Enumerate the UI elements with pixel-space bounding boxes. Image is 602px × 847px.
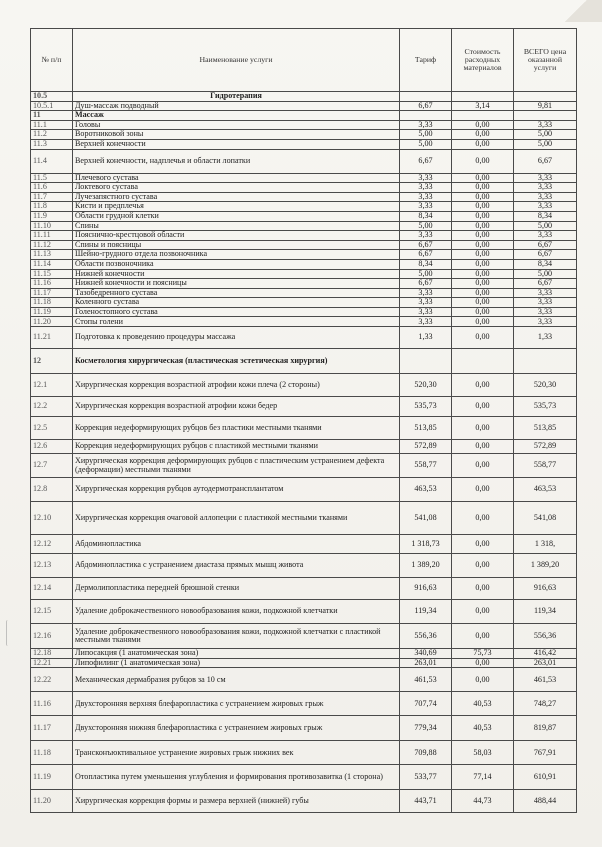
row-num: 11.18 (31, 298, 73, 308)
row-tariff: 779,34 (400, 716, 452, 741)
row-num: 11.18 (31, 741, 73, 765)
row-num: 12.2 (31, 397, 73, 417)
row-tariff (400, 349, 452, 374)
table-row (31, 192, 577, 202)
table-row (31, 790, 577, 813)
row-total: 610,91 (514, 765, 577, 790)
row-total: 513,85 (514, 417, 577, 440)
row-name: Дермолипопластика передней брюшной стенки (73, 578, 400, 600)
row-tariff: 463,53 (400, 478, 452, 502)
row-total: 1 318, (514, 535, 577, 554)
row-num: 12.22 (31, 668, 73, 692)
row-num: 11.1 (31, 120, 73, 130)
row-tariff: 6,67 (400, 240, 452, 250)
row-tariff: 535,73 (400, 397, 452, 417)
row-materials: 0,00 (452, 554, 514, 578)
row-total: 263,01 (514, 658, 577, 668)
row-materials: 0,00 (452, 624, 514, 649)
row-total: 463,53 (514, 478, 577, 502)
table-row (31, 307, 577, 317)
row-materials: 0,00 (452, 578, 514, 600)
row-materials: 58,03 (452, 741, 514, 765)
row-name: Хирургическая коррекция рубцов аутодермотрансплантатом (73, 478, 400, 502)
row-materials (452, 349, 514, 374)
row-tariff: 5,00 (400, 139, 452, 149)
table-row (31, 600, 577, 624)
row-name: Хирургическая коррекция деформирующих рубцов с пластическим устранением дефекта (деформации) местными тканями (73, 454, 400, 478)
row-name: Удаление доброкачественного новообразования кожи, подкожной клетчатки с пластикой местными тканями (73, 624, 400, 649)
row-tariff: 443,71 (400, 790, 452, 813)
row-total: 8,34 (514, 259, 577, 269)
row-name: Трансконъюктивальное устранение жировых грыж нижних век (73, 741, 400, 765)
row-num: 12.7 (31, 454, 73, 478)
row-num: 11.20 (31, 317, 73, 327)
row-num: 11.7 (31, 192, 73, 202)
row-tariff (400, 92, 452, 102)
row-name: Коленного сустава (73, 298, 400, 308)
row-name: Механическая дермабразия рубцов за 10 см (73, 668, 400, 692)
row-total: 748,27 (514, 692, 577, 716)
row-tariff: 3,33 (400, 192, 452, 202)
row-materials: 0,00 (452, 397, 514, 417)
row-materials: 0,00 (452, 173, 514, 183)
row-total (514, 92, 577, 102)
row-materials: 0,00 (452, 298, 514, 308)
row-materials: 75,73 (452, 649, 514, 659)
row-num: 11 (31, 111, 73, 121)
row-materials: 0,00 (452, 374, 514, 397)
row-total: 3,33 (514, 231, 577, 241)
row-materials: 0,00 (452, 139, 514, 149)
row-total: 767,91 (514, 741, 577, 765)
row-name: Спины и поясницы (73, 240, 400, 250)
row-tariff: 3,33 (400, 307, 452, 317)
row-total: 5,00 (514, 221, 577, 231)
row-name: Хирургическая коррекция возрастной атрофии кожи бедер (73, 397, 400, 417)
row-name: Шейно-грудного отдела позвоночника (73, 250, 400, 260)
row-materials: 40,53 (452, 716, 514, 741)
row-num: 11.9 (31, 211, 73, 221)
page-edge-mark (6, 620, 13, 646)
row-tariff: 461,53 (400, 668, 452, 692)
table-row (31, 279, 577, 289)
row-name: Области грудной клетки (73, 211, 400, 221)
row-materials: 0,00 (452, 417, 514, 440)
row-total: 556,36 (514, 624, 577, 649)
row-materials: 0,00 (452, 454, 514, 478)
table-header-row (31, 29, 577, 92)
header-num: № п/п (31, 29, 73, 92)
row-name: Кисти и предплечья (73, 202, 400, 212)
row-name: Двухсторонняя нижняя блефаропластика с устранением жировых грыж (73, 716, 400, 741)
row-num: 11.10 (31, 221, 73, 231)
row-name: Лучезапястного сустава (73, 192, 400, 202)
row-name: Абдоминопластика с устранением диастаза прямых мышц живота (73, 554, 400, 578)
table-row (31, 535, 577, 554)
row-materials: 0,00 (452, 130, 514, 140)
table-row (31, 397, 577, 417)
row-total: 6,67 (514, 240, 577, 250)
row-materials: 0,00 (452, 183, 514, 193)
row-total: 119,34 (514, 600, 577, 624)
row-num: 12 (31, 349, 73, 374)
row-num: 12.13 (31, 554, 73, 578)
table-row (31, 231, 577, 241)
row-tariff: 533,77 (400, 765, 452, 790)
row-tariff: 6,67 (400, 149, 452, 173)
header-materials: Стоимость расходных материалов (452, 29, 514, 92)
row-total: 6,67 (514, 250, 577, 260)
row-tariff: 3,33 (400, 183, 452, 193)
row-materials: 0,00 (452, 221, 514, 231)
row-num: 11.11 (31, 231, 73, 241)
row-name: Верхней конечности, надплечья и области лопатки (73, 149, 400, 173)
row-name: Отопластика путем уменьшения углубления и формирования противозавитка (1 сторона) (73, 765, 400, 790)
row-materials: 0,00 (452, 269, 514, 279)
row-tariff: 3,33 (400, 202, 452, 212)
price-table (30, 28, 577, 813)
row-total: 6,67 (514, 279, 577, 289)
row-num: 11.13 (31, 250, 73, 260)
row-num: 11.21 (31, 327, 73, 349)
row-total: 1,33 (514, 327, 577, 349)
row-materials: 0,00 (452, 240, 514, 250)
row-num: 11.16 (31, 279, 73, 289)
table-row (31, 658, 577, 668)
table-row (31, 183, 577, 193)
table-row (31, 765, 577, 790)
row-materials: 0,00 (452, 502, 514, 535)
table-row (31, 317, 577, 327)
row-num: 11.19 (31, 765, 73, 790)
row-total: 3,33 (514, 183, 577, 193)
row-name: Пояснично-крестцовой области (73, 231, 400, 241)
table-row (31, 668, 577, 692)
row-tariff: 5,00 (400, 269, 452, 279)
row-name: Гидротерапия (73, 92, 400, 102)
row-materials: 0,00 (452, 307, 514, 317)
row-tariff: 3,33 (400, 288, 452, 298)
row-materials: 0,00 (452, 668, 514, 692)
row-name: Удаление доброкачественного новообразования кожи, подкожной клетчатки (73, 600, 400, 624)
row-tariff: 3,33 (400, 231, 452, 241)
row-num: 11.3 (31, 139, 73, 149)
row-num: 11.4 (31, 149, 73, 173)
row-total: 3,33 (514, 317, 577, 327)
table-row (31, 649, 577, 659)
row-name: Стопы голени (73, 317, 400, 327)
row-name: Области позвоночника (73, 259, 400, 269)
row-name: Спины (73, 221, 400, 231)
row-total: 5,00 (514, 130, 577, 140)
page-corner-fold (550, 0, 602, 22)
row-name: Коррекция недеформирующих рубцов без пластики местными тканями (73, 417, 400, 440)
row-num: 11.12 (31, 240, 73, 250)
row-name: Абдоминопластика (73, 535, 400, 554)
row-num: 12.5 (31, 417, 73, 440)
row-total: 3,33 (514, 298, 577, 308)
row-name: Плечевого сустава (73, 173, 400, 183)
table-row (31, 221, 577, 231)
row-materials: 0,00 (452, 231, 514, 241)
table-row (31, 624, 577, 649)
row-total (514, 349, 577, 374)
row-name: Массаж (73, 111, 400, 121)
row-num: 12.16 (31, 624, 73, 649)
row-tariff: 340,69 (400, 649, 452, 659)
row-tariff: 6,67 (400, 101, 452, 111)
row-materials: 0,00 (452, 535, 514, 554)
table-row (31, 240, 577, 250)
row-materials: 77,14 (452, 765, 514, 790)
row-tariff: 6,67 (400, 250, 452, 260)
row-materials: 0,00 (452, 259, 514, 269)
table-row (31, 288, 577, 298)
table-row (31, 130, 577, 140)
row-tariff: 709,88 (400, 741, 452, 765)
row-tariff (400, 111, 452, 121)
row-total: 3,33 (514, 202, 577, 212)
row-total: 558,77 (514, 454, 577, 478)
row-num: 11.17 (31, 288, 73, 298)
table-row (31, 554, 577, 578)
row-num: 12.6 (31, 440, 73, 454)
row-name: Верхней конечности (73, 139, 400, 149)
row-total: 541,08 (514, 502, 577, 535)
row-tariff: 541,08 (400, 502, 452, 535)
row-name: Коррекция недеформирующих рубцов с пластикой местными тканями (73, 440, 400, 454)
row-num: 11.14 (31, 259, 73, 269)
table-row (31, 417, 577, 440)
row-tariff: 3,33 (400, 120, 452, 130)
row-total: 535,73 (514, 397, 577, 417)
table-row (31, 741, 577, 765)
row-total: 416,42 (514, 649, 577, 659)
table-row (31, 259, 577, 269)
row-num: 11.16 (31, 692, 73, 716)
row-total: 8,34 (514, 211, 577, 221)
row-materials: 0,00 (452, 149, 514, 173)
row-total: 520,30 (514, 374, 577, 397)
table-row (31, 327, 577, 349)
row-tariff: 1 318,73 (400, 535, 452, 554)
table-row (31, 173, 577, 183)
table-row-section (31, 92, 577, 102)
row-materials: 0,00 (452, 317, 514, 327)
row-num: 12.14 (31, 578, 73, 600)
row-total (514, 111, 577, 121)
row-tariff: 8,34 (400, 211, 452, 221)
row-name: Косметология хирургическая (пластическая эстетическая хирургия) (73, 349, 400, 374)
row-name: Подготовка к проведению процедуры массажа (73, 327, 400, 349)
row-name: Нижней конечности (73, 269, 400, 279)
table-row (31, 269, 577, 279)
row-name: Липосакция (1 анатомическая зона) (73, 649, 400, 659)
header-tariff: Тариф (400, 29, 452, 92)
row-total: 9,81 (514, 101, 577, 111)
row-num: 12.15 (31, 600, 73, 624)
row-materials: 0,00 (452, 478, 514, 502)
row-num: 12.1 (31, 374, 73, 397)
row-materials: 44,73 (452, 790, 514, 813)
table-row (31, 716, 577, 741)
row-tariff: 263,01 (400, 658, 452, 668)
row-materials: 0,00 (452, 279, 514, 289)
row-total: 6,67 (514, 149, 577, 173)
row-tariff: 3,33 (400, 298, 452, 308)
row-name: Тазобедренного сустава (73, 288, 400, 298)
row-total: 5,00 (514, 139, 577, 149)
row-name: Головы (73, 120, 400, 130)
row-materials (452, 92, 514, 102)
row-tariff: 513,85 (400, 417, 452, 440)
table-row (31, 692, 577, 716)
row-tariff: 119,34 (400, 600, 452, 624)
table-row (31, 578, 577, 600)
row-num: 12.18 (31, 649, 73, 659)
table-row (31, 440, 577, 454)
row-tariff: 556,36 (400, 624, 452, 649)
row-materials: 0,00 (452, 192, 514, 202)
row-tariff: 1 389,20 (400, 554, 452, 578)
row-name: Двухсторонняя верхняя блефаропластика с устранением жировых грыж (73, 692, 400, 716)
table-row (31, 202, 577, 212)
table-row (31, 374, 577, 397)
row-materials: 0,00 (452, 600, 514, 624)
row-total: 3,33 (514, 173, 577, 183)
row-name: Локтевого сустава (73, 183, 400, 193)
row-tariff: 572,89 (400, 440, 452, 454)
row-total: 3,33 (514, 288, 577, 298)
row-materials (452, 111, 514, 121)
row-materials: 3,14 (452, 101, 514, 111)
row-name: Нижней конечности и поясницы (73, 279, 400, 289)
row-total: 819,87 (514, 716, 577, 741)
row-materials: 0,00 (452, 120, 514, 130)
row-tariff: 707,74 (400, 692, 452, 716)
table-row (31, 298, 577, 308)
row-num: 11.17 (31, 716, 73, 741)
row-materials: 0,00 (452, 658, 514, 668)
table-row (31, 250, 577, 260)
row-total: 3,33 (514, 307, 577, 317)
row-total: 488,44 (514, 790, 577, 813)
row-total: 461,53 (514, 668, 577, 692)
row-materials: 0,00 (452, 440, 514, 454)
row-num: 11.15 (31, 269, 73, 279)
row-tariff: 5,00 (400, 130, 452, 140)
row-materials: 0,00 (452, 202, 514, 212)
row-name: Хирургическая коррекция возрастной атрофии кожи плеча (2 стороны) (73, 374, 400, 397)
row-tariff: 520,30 (400, 374, 452, 397)
table-row (31, 454, 577, 478)
table-row (31, 211, 577, 221)
header-total: ВСЕГО цена оказанной услуги (514, 29, 577, 92)
row-tariff: 3,33 (400, 173, 452, 183)
row-tariff: 3,33 (400, 317, 452, 327)
row-num: 10.5.1 (31, 101, 73, 111)
row-materials: 40,53 (452, 692, 514, 716)
row-name: Хирургическая коррекция очаговой аллопеции с пластикой местными тканями (73, 502, 400, 535)
row-materials: 0,00 (452, 250, 514, 260)
table-row (31, 139, 577, 149)
row-num: 11.8 (31, 202, 73, 212)
row-name: Липофилинг (1 анатомическая зона) (73, 658, 400, 668)
row-tariff: 558,77 (400, 454, 452, 478)
row-num: 10.5 (31, 92, 73, 102)
row-tariff: 6,67 (400, 279, 452, 289)
row-materials: 0,00 (452, 211, 514, 221)
row-tariff: 1,33 (400, 327, 452, 349)
row-num: 11.5 (31, 173, 73, 183)
row-num: 12.8 (31, 478, 73, 502)
row-materials: 0,00 (452, 288, 514, 298)
row-num: 11.20 (31, 790, 73, 813)
row-materials: 0,00 (452, 327, 514, 349)
row-name: Душ-массаж подводный (73, 101, 400, 111)
row-total: 572,89 (514, 440, 577, 454)
row-total: 5,00 (514, 269, 577, 279)
table-row (31, 101, 577, 111)
row-total: 916,63 (514, 578, 577, 600)
row-tariff: 916,63 (400, 578, 452, 600)
row-tariff: 8,34 (400, 259, 452, 269)
row-name: Хирургическая коррекция формы и размера верхней (нижней) губы (73, 790, 400, 813)
row-name: Воротниковой зоны (73, 130, 400, 140)
table-row-section (31, 111, 577, 121)
table-row (31, 120, 577, 130)
row-total: 1 389,20 (514, 554, 577, 578)
row-total: 3,33 (514, 192, 577, 202)
row-tariff: 5,00 (400, 221, 452, 231)
table-row-section (31, 349, 577, 374)
table-row (31, 502, 577, 535)
row-num: 12.21 (31, 658, 73, 668)
header-name: Наименование услуги (73, 29, 400, 92)
table-row (31, 149, 577, 173)
table-row (31, 478, 577, 502)
row-total: 3,33 (514, 120, 577, 130)
row-num: 11.19 (31, 307, 73, 317)
row-num: 11.6 (31, 183, 73, 193)
row-num: 11.2 (31, 130, 73, 140)
row-num: 12.10 (31, 502, 73, 535)
row-name: Голеностопного сустава (73, 307, 400, 317)
row-num: 12.12 (31, 535, 73, 554)
